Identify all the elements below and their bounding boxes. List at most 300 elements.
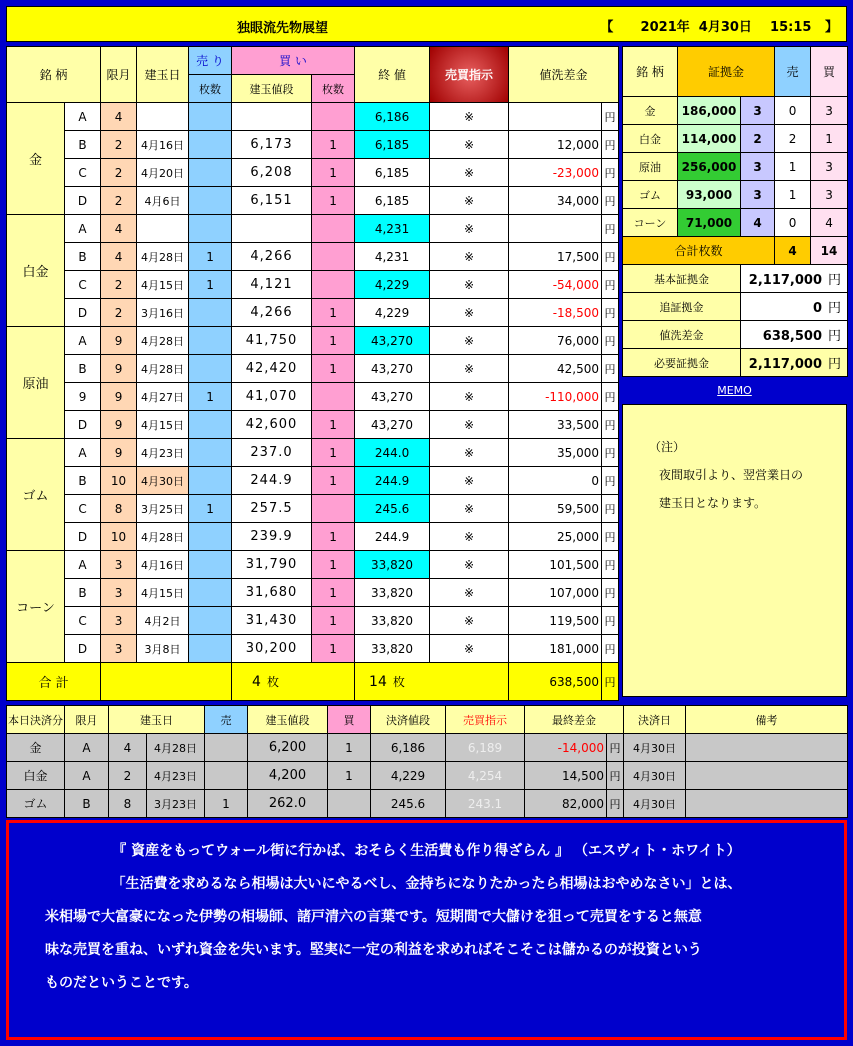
- summary-amount: 638,500: [762, 329, 822, 344]
- summary-value: [741, 293, 848, 321]
- trade-indicator: ※: [430, 495, 509, 523]
- entry-price: 244.9: [232, 467, 312, 495]
- contract-code: C: [65, 495, 101, 523]
- contract-code: B: [65, 243, 101, 271]
- side-commodity: コーン: [623, 209, 678, 237]
- entry-date: 4月15日: [137, 411, 189, 439]
- mark-to-market: [509, 103, 602, 131]
- yen-unit: 円: [602, 103, 619, 131]
- side-position-count: 3: [741, 181, 775, 209]
- settle-indicator: 6,189: [446, 734, 525, 762]
- settle-note: [686, 734, 848, 762]
- settle-yen-unit: 円: [607, 734, 624, 762]
- settle-buy-qty: 1: [328, 734, 371, 762]
- settle-header: 最終差金: [525, 706, 624, 734]
- page-title: 独眼流先物展望: [237, 21, 329, 36]
- mark-to-market: 119,500: [509, 607, 602, 635]
- yen-unit: 円: [602, 299, 619, 327]
- contract-month: 9: [101, 355, 137, 383]
- side-position-count: 3: [741, 153, 775, 181]
- settle-header: 売買指示: [446, 706, 525, 734]
- buy-qty: 1: [312, 159, 355, 187]
- total-buy-count: 14: [369, 674, 387, 690]
- table-row: [7, 383, 619, 411]
- close-price: 33,820: [355, 551, 430, 579]
- contract-month: 2: [101, 299, 137, 327]
- settle-header: 決済値段: [371, 706, 446, 734]
- mark-to-market: 33,500: [509, 411, 602, 439]
- contract-code: D: [65, 411, 101, 439]
- table-row: [7, 271, 619, 299]
- memo-line: 夜間取引より、翌営業日の: [659, 468, 804, 482]
- table-row: [7, 103, 619, 131]
- buy-qty: 1: [312, 411, 355, 439]
- buy-qty: 1: [312, 467, 355, 495]
- side-position-count: 3: [741, 97, 775, 125]
- yen-unit: 円: [602, 383, 619, 411]
- yen-unit: 円: [602, 215, 619, 243]
- close-price: 6,185: [355, 159, 430, 187]
- header-maisu-buy: 枚数: [312, 75, 355, 103]
- settle-header: 決済日: [624, 706, 686, 734]
- side-sell-count: 1: [775, 153, 811, 181]
- commodity-name: 白金: [7, 215, 65, 327]
- trade-indicator: ※: [430, 131, 509, 159]
- settle-note: [686, 762, 848, 790]
- settle-note: [686, 790, 848, 818]
- buy-qty: [312, 383, 355, 411]
- table-row: [7, 187, 619, 215]
- contract-code: B: [65, 355, 101, 383]
- trade-indicator: ※: [430, 607, 509, 635]
- contract-code: 9: [65, 383, 101, 411]
- sell-qty: 1: [189, 271, 232, 299]
- mark-to-market: 42,500: [509, 355, 602, 383]
- close-price: 43,270: [355, 411, 430, 439]
- summary-value: [741, 321, 848, 349]
- sell-qty: [189, 131, 232, 159]
- settle-final-diff: 82,000: [525, 790, 607, 818]
- summary-unit: 円: [828, 273, 842, 288]
- side-sell-count: 1: [775, 181, 811, 209]
- table-row: [7, 299, 619, 327]
- summary-value: [741, 349, 848, 377]
- entry-date: 4月28日: [137, 355, 189, 383]
- buy-qty: 1: [312, 299, 355, 327]
- header-kai: 買 い: [232, 47, 355, 75]
- trade-indicator: ※: [430, 467, 509, 495]
- total-label: 合 計: [7, 663, 101, 701]
- contract-code: B: [65, 579, 101, 607]
- mark-to-market: -18,500: [509, 299, 602, 327]
- table-row: [7, 635, 619, 663]
- side-margin-value: 93,000: [678, 181, 741, 209]
- settle-code: A: [65, 734, 109, 762]
- sell-qty: 1: [189, 243, 232, 271]
- quote-box: [6, 820, 847, 1040]
- mark-to-market: 17,500: [509, 243, 602, 271]
- summary-amount: 2,117,000: [748, 273, 822, 288]
- contract-code: D: [65, 187, 101, 215]
- sell-qty: [189, 327, 232, 355]
- contract-month: 8: [101, 495, 137, 523]
- mark-to-market: 35,000: [509, 439, 602, 467]
- side-total-label: 合計枚数: [623, 237, 775, 265]
- contract-month: 9: [101, 383, 137, 411]
- total-sell: [232, 663, 355, 701]
- entry-date: 4月28日: [137, 327, 189, 355]
- mark-to-market: 107,000: [509, 579, 602, 607]
- commodity-name: ゴム: [7, 439, 65, 551]
- table-row: [7, 579, 619, 607]
- trade-indicator: ※: [430, 579, 509, 607]
- contract-month: 2: [101, 271, 137, 299]
- trade-indicator: ※: [430, 439, 509, 467]
- contract-code: D: [65, 523, 101, 551]
- buy-qty: [312, 103, 355, 131]
- commodity-name: コーン: [7, 551, 65, 663]
- side-position-count: 2: [741, 125, 775, 153]
- entry-price: 239.9: [232, 523, 312, 551]
- header-tateday: 建玉日: [137, 47, 189, 103]
- sell-qty: [189, 103, 232, 131]
- mark-to-market: [509, 215, 602, 243]
- entry-date: 4月6日: [137, 187, 189, 215]
- contract-month: 3: [101, 607, 137, 635]
- close-price: 43,270: [355, 327, 430, 355]
- table-row: [7, 355, 619, 383]
- quote-line: 「生活費を求めるなら相場は大いにやるべし、金持ちになりたかったら相場はおやめなさい」とは、: [111, 876, 742, 892]
- settle-final-diff: 14,500: [525, 762, 607, 790]
- entry-price: 4,121: [232, 271, 312, 299]
- side-buy-count: 3: [811, 153, 848, 181]
- summary-unit: 円: [828, 357, 842, 372]
- sell-qty: [189, 635, 232, 663]
- total-buy: [355, 663, 509, 701]
- entry-date: 4月16日: [137, 131, 189, 159]
- settle-entry-date: 4月23日: [147, 762, 205, 790]
- yen-unit: 円: [602, 243, 619, 271]
- trade-indicator: ※: [430, 355, 509, 383]
- entry-price: 31,430: [232, 607, 312, 635]
- mark-to-market: 101,500: [509, 551, 602, 579]
- mark-to-market: -54,000: [509, 271, 602, 299]
- close-price: 244.0: [355, 439, 430, 467]
- mark-to-market: 59,500: [509, 495, 602, 523]
- settle-code: A: [65, 762, 109, 790]
- header-shiji[interactable]: 売買指示: [430, 47, 509, 103]
- summary-label: 必要証拠金: [623, 349, 741, 377]
- entry-price: 31,680: [232, 579, 312, 607]
- header-meigara: 銘 柄: [7, 47, 101, 103]
- buy-qty: 1: [312, 551, 355, 579]
- entry-price: 6,151: [232, 187, 312, 215]
- contract-code: C: [65, 159, 101, 187]
- side-header-buy: 買: [811, 47, 848, 97]
- close-price: 33,820: [355, 579, 430, 607]
- summary-label: 基本証拠金: [623, 265, 741, 293]
- entry-price: 6,208: [232, 159, 312, 187]
- contract-code: B: [65, 467, 101, 495]
- mark-to-market: -110,000: [509, 383, 602, 411]
- header-sagaku: 値洗差金: [509, 47, 619, 103]
- side-commodity: 白金: [623, 125, 678, 153]
- close-price: 6,186: [355, 103, 430, 131]
- close-price: 33,820: [355, 607, 430, 635]
- settle-buy-qty: [328, 790, 371, 818]
- sell-qty: [189, 299, 232, 327]
- yen-unit: 円: [602, 495, 619, 523]
- total-buy-unit: 枚: [392, 675, 405, 689]
- side-sell-count: 0: [775, 97, 811, 125]
- settle-month: 4: [109, 734, 147, 762]
- close-price: 245.6: [355, 495, 430, 523]
- settle-entry-date: 4月28日: [147, 734, 205, 762]
- entry-date: [137, 103, 189, 131]
- contract-code: B: [65, 131, 101, 159]
- contract-code: A: [65, 439, 101, 467]
- contract-month: 3: [101, 635, 137, 663]
- entry-date: 4月15日: [137, 579, 189, 607]
- settle-yen-unit: 円: [607, 790, 624, 818]
- side-buy-count: 3: [811, 97, 848, 125]
- contract-code: C: [65, 607, 101, 635]
- contract-month: 9: [101, 327, 137, 355]
- contract-code: A: [65, 327, 101, 355]
- entry-date: 4月15日: [137, 271, 189, 299]
- table-row: [7, 159, 619, 187]
- memo-box: [622, 404, 847, 697]
- entry-price: 30,200: [232, 635, 312, 663]
- memo-line: （注）: [649, 440, 686, 454]
- yen-unit: 円: [602, 439, 619, 467]
- settle-header: 備考: [686, 706, 848, 734]
- buy-qty: 1: [312, 523, 355, 551]
- settle-commodity: ゴム: [7, 790, 65, 818]
- datetime-display: 【 2021年 4月30日 15:15 】: [600, 20, 838, 35]
- side-buy-count: 3: [811, 181, 848, 209]
- contract-month: 9: [101, 411, 137, 439]
- summary-label: 追証拠金: [623, 293, 741, 321]
- close-price: 244.9: [355, 467, 430, 495]
- title-bar: [6, 6, 847, 42]
- trade-indicator: ※: [430, 327, 509, 355]
- yen-unit: 円: [602, 635, 619, 663]
- side-margin-value: 71,000: [678, 209, 741, 237]
- entry-date: 4月28日: [137, 523, 189, 551]
- summary-amount: 2,117,000: [748, 357, 822, 372]
- buy-qty: 1: [312, 579, 355, 607]
- entry-price: 42,420: [232, 355, 312, 383]
- settle-final-diff: -14,000: [525, 734, 607, 762]
- trade-indicator: ※: [430, 411, 509, 439]
- buy-qty: [312, 271, 355, 299]
- close-price: 4,229: [355, 271, 430, 299]
- contract-month: 2: [101, 131, 137, 159]
- settle-price: 245.6: [371, 790, 446, 818]
- contract-code: D: [65, 299, 101, 327]
- sell-qty: 1: [189, 495, 232, 523]
- buy-qty: 1: [312, 607, 355, 635]
- sell-qty: [189, 579, 232, 607]
- total-spacer: [101, 663, 232, 701]
- table-row: [7, 243, 619, 271]
- mark-to-market: 12,000: [509, 131, 602, 159]
- positions-table: [6, 46, 619, 701]
- summary-amount: 0: [812, 301, 822, 316]
- contract-month: 3: [101, 579, 137, 607]
- table-row: [7, 411, 619, 439]
- settle-sell-qty: [205, 734, 248, 762]
- trade-indicator: ※: [430, 523, 509, 551]
- side-margin-value: 186,000: [678, 97, 741, 125]
- trade-indicator: ※: [430, 383, 509, 411]
- settle-header: 建玉日: [109, 706, 205, 734]
- entry-price: 41,750: [232, 327, 312, 355]
- table-row: [7, 439, 619, 467]
- summary-unit: 円: [828, 329, 842, 344]
- total-diff: 638,500: [509, 663, 602, 701]
- contract-month: 10: [101, 523, 137, 551]
- yen-unit: 円: [602, 607, 619, 635]
- table-row: [7, 495, 619, 523]
- settle-date: 4月30日: [624, 790, 686, 818]
- sell-qty: [189, 607, 232, 635]
- side-sell-count: 0: [775, 209, 811, 237]
- quote-line: 味な売買を重ね、いずれ資金を失います。堅実に一定の利益を求めればそこそこは儲かるのが投資という: [45, 942, 702, 958]
- yen-unit: 円: [602, 131, 619, 159]
- mark-to-market: -23,000: [509, 159, 602, 187]
- total-unit: 円: [602, 663, 619, 701]
- entry-date: 4月30日: [137, 467, 189, 495]
- memo-link[interactable]: MEMO: [622, 380, 847, 402]
- settlement-table: [6, 705, 848, 818]
- mark-to-market: 76,000: [509, 327, 602, 355]
- yen-unit: 円: [602, 579, 619, 607]
- settle-price: 4,229: [371, 762, 446, 790]
- table-row: [7, 523, 619, 551]
- buy-qty: 1: [312, 439, 355, 467]
- yen-unit: 円: [602, 327, 619, 355]
- quote-line: ものだということです。: [45, 975, 198, 991]
- side-header-meigara: 銘 柄: [623, 47, 678, 97]
- side-buy-count: 1: [811, 125, 848, 153]
- settle-date: 4月30日: [624, 734, 686, 762]
- contract-month: 2: [101, 159, 137, 187]
- quote-line: 米相場で大富豪になった伊勢の相場師、諸戸清六の言葉です。短期間で大儲けを狙って売買をすると無意: [45, 909, 702, 925]
- side-buy-count: 4: [811, 209, 848, 237]
- entry-price: [232, 103, 312, 131]
- yen-unit: 円: [602, 159, 619, 187]
- settle-commodity: 金: [7, 734, 65, 762]
- contract-code: D: [65, 635, 101, 663]
- trade-indicator: ※: [430, 551, 509, 579]
- table-row: [7, 327, 619, 355]
- settle-header: 買: [328, 706, 371, 734]
- close-price: 4,231: [355, 243, 430, 271]
- trade-indicator: ※: [430, 635, 509, 663]
- sell-qty: [189, 523, 232, 551]
- contract-code: A: [65, 551, 101, 579]
- settle-date: 4月30日: [624, 762, 686, 790]
- close-price: 244.9: [355, 523, 430, 551]
- yen-unit: 円: [602, 355, 619, 383]
- entry-date: 4月28日: [137, 243, 189, 271]
- header-uri: 売 り: [189, 47, 232, 75]
- side-margin-value: 114,000: [678, 125, 741, 153]
- contract-month: 2: [101, 187, 137, 215]
- buy-qty: 1: [312, 187, 355, 215]
- settle-entry-price: 262.0: [248, 790, 328, 818]
- settle-buy-qty: 1: [328, 762, 371, 790]
- side-total-buy: 14: [811, 237, 848, 265]
- settle-header: 本日決済分: [7, 706, 65, 734]
- sell-qty: [189, 551, 232, 579]
- header-maisu-sell: 枚数: [189, 75, 232, 103]
- settle-yen-unit: 円: [607, 762, 624, 790]
- buy-qty: 1: [312, 355, 355, 383]
- summary-unit: 円: [828, 301, 842, 316]
- header-tate-price: 建玉値段: [232, 75, 312, 103]
- side-commodity: 金: [623, 97, 678, 125]
- sell-qty: [189, 159, 232, 187]
- yen-unit: 円: [602, 551, 619, 579]
- trade-indicator: ※: [430, 299, 509, 327]
- settle-sell-qty: 1: [205, 790, 248, 818]
- total-sell-unit: 枚: [266, 675, 279, 689]
- trade-indicator: ※: [430, 159, 509, 187]
- settle-header: 建玉値段: [248, 706, 328, 734]
- entry-date: 3月8日: [137, 635, 189, 663]
- close-price: 33,820: [355, 635, 430, 663]
- contract-code: C: [65, 271, 101, 299]
- settle-month: 2: [109, 762, 147, 790]
- contract-month: 4: [101, 215, 137, 243]
- yen-unit: 円: [602, 411, 619, 439]
- contract-month: 9: [101, 439, 137, 467]
- mark-to-market: 0: [509, 467, 602, 495]
- contract-month: 3: [101, 551, 137, 579]
- table-row: [7, 607, 619, 635]
- entry-price: 6,173: [232, 131, 312, 159]
- close-price: 43,270: [355, 355, 430, 383]
- buy-qty: [312, 495, 355, 523]
- settle-price: 6,186: [371, 734, 446, 762]
- trade-indicator: ※: [430, 187, 509, 215]
- buy-qty: 1: [312, 635, 355, 663]
- yen-unit: 円: [602, 523, 619, 551]
- side-position-count: 4: [741, 209, 775, 237]
- buy-qty: 1: [312, 327, 355, 355]
- entry-date: 4月16日: [137, 551, 189, 579]
- settle-indicator: 4,254: [446, 762, 525, 790]
- settle-sell-qty: [205, 762, 248, 790]
- yen-unit: 円: [602, 467, 619, 495]
- side-commodity: ゴム: [623, 181, 678, 209]
- contract-month: 4: [101, 103, 137, 131]
- yen-unit: 円: [602, 187, 619, 215]
- table-row: [7, 215, 619, 243]
- trade-indicator: ※: [430, 103, 509, 131]
- entry-price: 237.0: [232, 439, 312, 467]
- entry-date: 4月23日: [137, 439, 189, 467]
- entry-date: 4月20日: [137, 159, 189, 187]
- sell-qty: [189, 411, 232, 439]
- mark-to-market: 34,000: [509, 187, 602, 215]
- entry-date: 3月16日: [137, 299, 189, 327]
- contract-code: A: [65, 103, 101, 131]
- trade-indicator: ※: [430, 243, 509, 271]
